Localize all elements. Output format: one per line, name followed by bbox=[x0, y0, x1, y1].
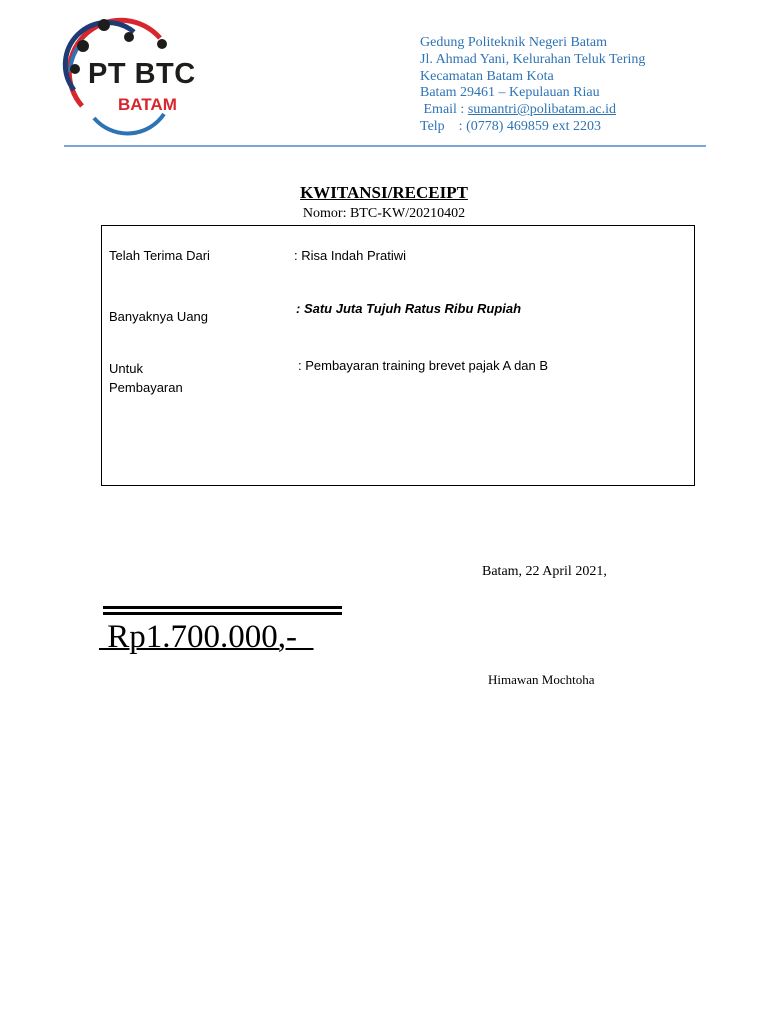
company-address bbox=[420, 35, 720, 136]
receipt-details-box bbox=[101, 225, 695, 486]
amount-total: Rp1.700.000,- bbox=[99, 619, 314, 655]
phone-value: (0778) 469859 ext 2203 bbox=[466, 118, 602, 134]
email-line bbox=[420, 102, 720, 119]
amount-block bbox=[99, 604, 345, 660]
address-line: Kecamatan Batam Kota bbox=[420, 68, 554, 84]
company-logo bbox=[64, 18, 196, 126]
header-divider bbox=[64, 145, 706, 147]
address-line: Jl. Ahmad Yani, Kelurahan Teluk Tering bbox=[420, 51, 646, 67]
logo-dot-5 bbox=[157, 39, 167, 49]
logo-company-name: PT BTC bbox=[88, 58, 196, 90]
payment-purpose-label: Untuk Pembayaran bbox=[109, 361, 183, 395]
phone-label: Telp : bbox=[420, 118, 467, 134]
payment-purpose-value: : Pembayaran training brevet pajak A dan B bbox=[298, 358, 549, 373]
address-line: Batam 29461 – Kepulauan Riau bbox=[420, 85, 600, 101]
amount-in-words-value: : Satu Juta Tujuh Ratus Ribu Rupiah bbox=[296, 301, 522, 316]
signer-name: Himawan Mochtoha bbox=[488, 672, 595, 687]
logo-dot-4 bbox=[124, 32, 134, 42]
received-from-value: : Risa Indah Pratiwi bbox=[294, 248, 406, 263]
email-label: Email : bbox=[420, 102, 468, 118]
logo-dot-2 bbox=[77, 40, 89, 52]
amount-second-rule bbox=[103, 612, 342, 615]
logo-city: BATAM bbox=[118, 95, 177, 114]
logo-dot-3 bbox=[70, 64, 80, 74]
receipt-number: Nomor: BTC-KW/20210402 bbox=[302, 206, 466, 221]
phone-line bbox=[420, 119, 720, 136]
logo-arc-blue bbox=[94, 114, 164, 133]
email-link[interactable]: sumantri@polibatam.ac.id bbox=[467, 102, 617, 118]
amount-in-words-label: Banyaknya Uang bbox=[109, 309, 209, 324]
logo-dot-1 bbox=[98, 19, 110, 31]
receipt-title: KWITANSI/RECEIPT bbox=[300, 183, 468, 202]
received-from-label: Telah Terima Dari bbox=[109, 248, 210, 263]
amount-top-rule bbox=[103, 606, 342, 609]
place-and-date: Batam, 22 April 2021, bbox=[482, 564, 607, 579]
address-line: Gedung Politeknik Negeri Batam bbox=[420, 35, 608, 50]
